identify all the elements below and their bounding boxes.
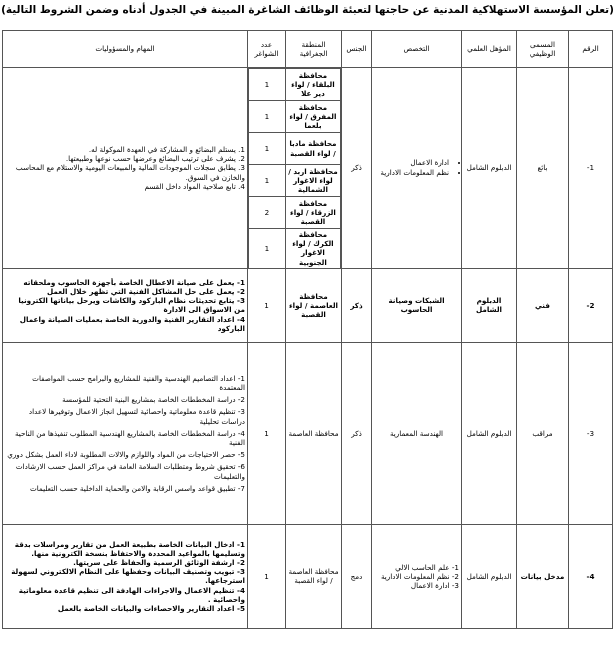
region: محافظة العاصمة / لواء القصبة: [286, 524, 342, 628]
region-row: [249, 229, 341, 268]
col-header-gender: الجنس: [342, 31, 372, 68]
duties: [3, 68, 248, 269]
col-header-num: الرقم: [569, 31, 613, 68]
vacancy-count: 1: [249, 165, 286, 197]
duty-item: 3- تنظيم قاعدة معلوماتية واحصائية لتسهيل انجاز الاعمال وتوفيرها لاعداد دراسات تحليلية: [28, 407, 245, 426]
region: محافظة العاصمة: [286, 342, 342, 524]
duty-item: 4- اعداد التقارير الفنية والدورية الخاصة بعمليات الصيانة واعمال الباركود: [19, 314, 245, 333]
vacancy-count: 1: [248, 524, 286, 628]
col-header-specialization: التخصص: [372, 31, 462, 68]
region-row: [249, 165, 341, 197]
duty-item: 1- ادخال البيانات الخاصة بطبيعة العمل من تقارير ومراسلات بدقة وتسليمها بالمواعيد المحددة والاحتفاظ بنسخة الكترونية منها.: [14, 539, 245, 558]
region: محافظة العاصمة / لواء القصبة: [286, 268, 342, 342]
vacancy-count: 1: [249, 229, 286, 268]
specialization: [372, 68, 462, 269]
duty-item: 1. يستلم البضائع و المشاركة في العهدة الموكولة له.: [88, 144, 245, 154]
region: محافظة البلقاء / لواء دير علا: [285, 69, 340, 101]
vacancy-count: 1: [248, 342, 286, 524]
region: محافظة اربد / لواء الاغوار الشمالية: [285, 165, 340, 197]
region-row: [249, 133, 341, 165]
vacancy-count: 1: [249, 69, 286, 101]
duty-item: 2- ارشفة الوثائق الرسمية والحفاظ على سريتها.: [73, 557, 245, 567]
duty-item: 2- دراسة المخططات الخاصة بمشاريع البنية التحتية للمؤسسة: [62, 395, 245, 405]
region: محافظة الكرك / لواء الاغوار الجنوبية: [285, 229, 340, 268]
duty-item: 4- دراسة المخططات الخاصة بالمشاريع الهندسية المطلوب تنفيذها من الناحية الفنية: [14, 428, 245, 447]
duty-item: 3- تبويب وتصنيف البيانات وحفظها على النظام الالكتروني لسهولة استرجاعها.: [11, 567, 245, 586]
vacancy-count: 1: [249, 133, 286, 165]
vacancy-count: 1: [249, 101, 286, 133]
duty-item: 4. تابع صلاحية المواد داخل القسم: [144, 181, 245, 191]
specialization: الهندسة المعمارية: [372, 342, 462, 524]
duty-item: 1- اعداد التصاميم الهندسية والفنية للمشاريع والبرامج حسب المواصفات المعتمدة: [32, 373, 245, 392]
duties: [3, 342, 248, 524]
jobs-table: [2, 30, 613, 629]
qualification: الدبلوم الشامل: [462, 68, 517, 269]
duty-item: 3- يتابع تحديثات نظام الباركود والكاشات ويرحل بياناتها الكترونيا من الاسواق الى الادارة: [18, 296, 245, 315]
vacancy-count: 1: [248, 268, 286, 342]
gender: ذكر: [342, 68, 372, 269]
vacancy-count: 2: [249, 197, 286, 229]
header-row: [3, 31, 613, 68]
gender: دمج: [342, 524, 372, 628]
duties: [3, 524, 248, 628]
page-heading: (تعلن المؤسسة الاستهلاكية المدنية عن حاجتها لتعبئة الوظائف الشاغرة المبينة في الجدول أدناه وضمن الشروط التالية): [1, 4, 614, 16]
duty-item: 5- حصر الاحتياجات من المواد واللوازم والالات المطلوبة لاداء العمل بشكل دوري: [7, 450, 245, 460]
duty-item: 4- تنظيم الاعمال والاجراءات الهادفة الى تنظيم قاعدة معلوماتية واحصائية .: [18, 585, 245, 604]
table-row: [3, 524, 613, 628]
job-title: فني: [517, 268, 569, 342]
region-row: [249, 197, 341, 229]
specialization-item: 3- ادارة الاعمال: [410, 580, 459, 590]
job-title: بائع: [517, 68, 569, 269]
col-header-title: المسمى الوظيفي: [517, 31, 569, 68]
region-row: [249, 101, 341, 133]
duty-item: 5- اعداد التقارير والاحصاءات والبيانات الخاصة بالعمل: [57, 604, 245, 614]
region: محافظة مادبا / لواء القصبة: [285, 133, 340, 165]
table-row: [3, 342, 613, 524]
region-count-table: [248, 68, 341, 268]
col-header-qualification: المؤهل العلمي: [462, 31, 517, 68]
job-title: مراقب: [517, 342, 569, 524]
col-header-duties: المهام والمسؤوليات: [3, 31, 248, 68]
job-title: مدخل بيانات: [517, 524, 569, 628]
specialization-item: • نظم المعلومات الادارية: [374, 168, 449, 177]
qualification: الدبلوم الشامل: [462, 268, 517, 342]
gender: ذكر: [342, 342, 372, 524]
specialization: الشبكات وصيانة الحاسوب: [372, 268, 462, 342]
duty-item: 2- يعمل على حل المشاكل الفنية التي تظهر خلال العمل: [47, 286, 245, 296]
table-row: [3, 68, 613, 269]
qualification: الدبلوم الشامل: [462, 524, 517, 628]
row-num: 1-: [569, 68, 613, 269]
specialization-item: 2- نظم المعلومات الادارية: [380, 571, 459, 581]
region: محافظة المفرق / لواء بلعما: [285, 101, 340, 133]
row-num: 4-: [569, 524, 613, 628]
duty-item: 2. يشرف على ترتيب البضائع وعرضها حسب نوعها وطبيعتها.: [65, 154, 245, 164]
col-header-region: المنطقة الجغرافية: [286, 31, 342, 68]
duty-item: 1- يعمل على صيانة الاعطال الخاصة بأجهزة الحاسوب وملحقاته: [23, 277, 245, 287]
specialization: [372, 524, 462, 628]
region-row: [249, 69, 341, 101]
specialization-item: 1- علم الحاسب الالي: [395, 562, 459, 572]
row-num: 2-: [569, 268, 613, 342]
duty-item: 7- تطبيق قواعد واسس الرقابة والامن والحماية الداخلية حسب التعليمات: [29, 483, 245, 493]
duty-item: 3. يطابق سجلات الموجودات المالية والمبيعات اليومية والاستلام مع المحاسب والخازن في السوق.: [15, 163, 245, 182]
region-count-group: [248, 68, 342, 269]
duties: [3, 268, 248, 342]
table-row: [3, 268, 613, 342]
qualification: الدبلوم الشامل: [462, 342, 517, 524]
col-header-count: عدد الشواغر: [248, 31, 286, 68]
row-num: 3-: [569, 342, 613, 524]
gender: ذكر: [342, 268, 372, 342]
region: محافظة الزرقاء / لواء القصبة: [285, 197, 340, 229]
duty-item: 6- تحقيق شروط ومتطلبات السلامة العامة في مراكز العمل حسب الارشادات والتعليمات: [15, 462, 245, 481]
specialization-item: • ادارة الاعمال: [374, 158, 449, 167]
